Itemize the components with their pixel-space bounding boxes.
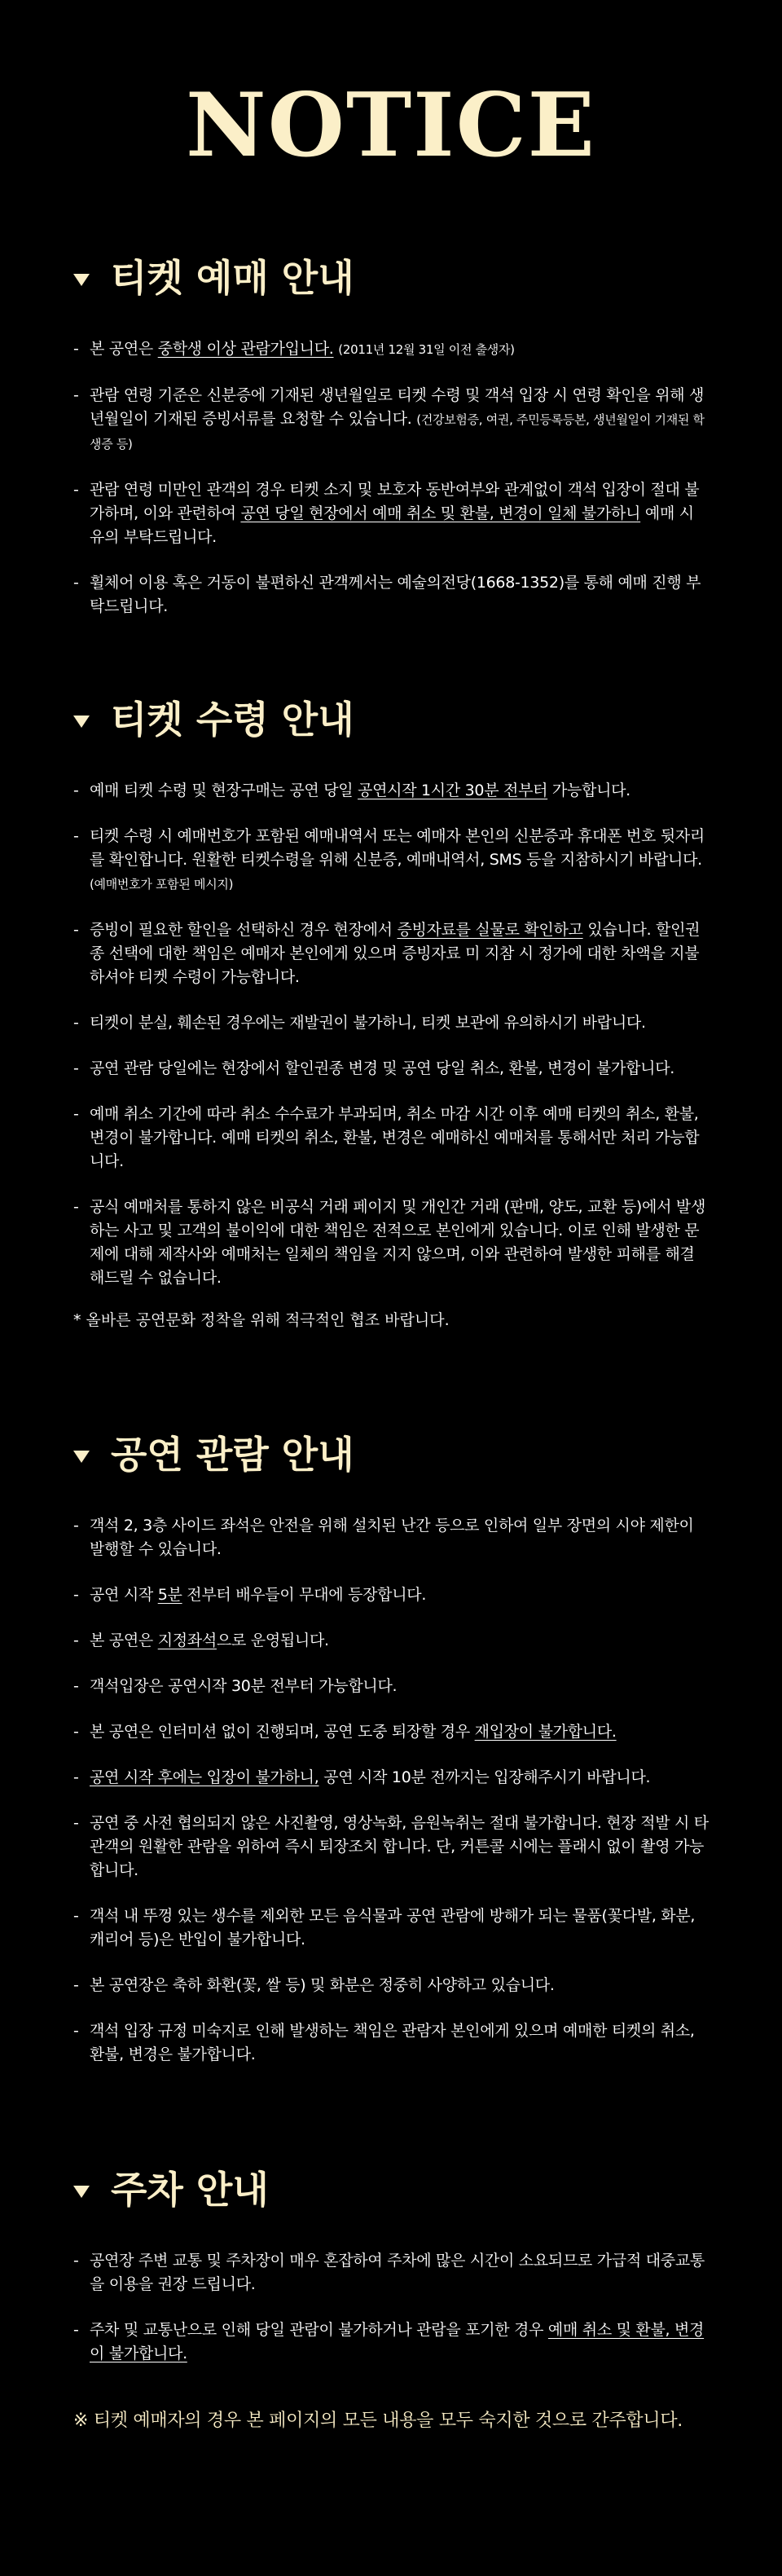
notice-item [73, 1103, 709, 1174]
item-text: 본 공연은 [90, 340, 158, 358]
emphasis-text: 5분 [157, 1586, 182, 1604]
bullet-dash: - [73, 1907, 79, 1925]
item-text: 공연 중 사전 협의되지 않은 사진촬영, 영상녹화, 음원녹취는 절대 불가합니다. 현장 적발 시 타 관객의 원활한 관람을 위하여 즉시 퇴장조치 합니다. 단, 커튼콜 시에는 플래시 없이 촬영 가능합니다. [90, 1814, 709, 1879]
emphasis-text: 공연 시작 후에는 입장이 불가하니, [90, 1768, 319, 1786]
emphasis-text: 공연시작 1시간 30분 전부터 [358, 782, 548, 799]
item-text: 티켓이 분실, 훼손된 경우에는 재발권이 불가하니, 티켓 보관에 유의하시기 바랍니다. [90, 1014, 646, 1032]
bullet-dash: - [73, 1517, 79, 1535]
notice-item [73, 1583, 709, 1607]
bullet-dash: - [73, 1586, 79, 1604]
notice-item [73, 1904, 709, 1952]
notice-item [73, 1514, 709, 1561]
bullet-dash: - [73, 1105, 79, 1123]
triangle-down-icon [73, 274, 90, 286]
notice-item [73, 825, 709, 896]
bullet-dash: - [73, 1814, 79, 1832]
notice-item [73, 779, 709, 803]
notice-item [73, 384, 709, 456]
bullet-dash: - [73, 1723, 79, 1741]
cooperation-note: * 올바른 공연문화 정착을 위해 적극적인 협조 바랍니다. [73, 1311, 450, 1329]
section-parking [73, 2168, 709, 2388]
section-heading-text: 티켓 수령 안내 [111, 698, 354, 742]
item-text: 본 공연장은 축하 화환(꽃, 쌀 등) 및 화분은 정중히 사양하고 있습니다. [90, 1976, 555, 1994]
item-text: 티켓 수령 시 예매번호가 포함된 예매내역서 또는 예매자 본인의 신분증과 휴대폰 번호 뒷자리를 확인합니다. 원활한 티켓수령을 위해 신분증, 예매내역서, SMS [90, 827, 705, 869]
item-text: 가능합니다. [547, 782, 630, 799]
bullet-dash: - [73, 1976, 79, 1994]
emphasis-text: 재입장이 불가합니다. [474, 1723, 617, 1741]
section-heading-text: 주차 안내 [111, 2168, 269, 2212]
notice-item [73, 2019, 709, 2067]
item-text: 주차 및 교통난으로 인해 당일 관람이 불가하거나 관람을 포기한 경우 [90, 2321, 548, 2339]
item-text: 공연장 주변 교통 및 주차장이 매우 혼잡하여 주차에 많은 시간이 소요되므로 가급적 대중교통을 이용을 권장 드립니다. [90, 2252, 705, 2293]
small-note-text: (2011년 12월 31일 이전 출생자) [338, 342, 515, 357]
notice-item [73, 1974, 709, 1997]
item-text: 으로 운영됩니다. [216, 1631, 329, 1649]
small-note-text: (건강보험증, 여권, 주민등록등본, 생년월일이 기재된 학생증 등) [90, 412, 705, 451]
item-text: 공연 시작 [90, 1586, 158, 1604]
emphasis-text: 지정좌석 [157, 1631, 217, 1649]
emphasis-text: 증빙자료를 실물로 확인하고 [397, 921, 583, 939]
item-text: 공연 관람 당일에는 현장에서 할인권종 변경 및 공연 당일 취소, 환불, 변경이 불가합니다. [90, 1059, 674, 1077]
item-text: 예매 티켓 수령 및 현장구매는 공연 당일 [90, 782, 358, 799]
footer-notice: ※ 티켓 예매자의 경우 본 페이지의 모든 내용을 모두 숙지한 것으로 간주합니다. [73, 2411, 683, 2431]
section-heading-text: 티켓 예매 안내 [111, 256, 354, 300]
item-text: 본 공연은 [90, 1631, 158, 1649]
notice-item [73, 478, 709, 549]
item-text: 등을 지참하시기 바랍니다. [521, 851, 702, 869]
notice-item [73, 2318, 709, 2366]
bullet-dash: - [73, 2252, 79, 2270]
page-title: NOTICE [186, 74, 596, 177]
bullet-dash: - [73, 481, 79, 499]
notice-list [73, 1514, 709, 2067]
item-text: 증빙이 필요한 할인을 선택하신 경우 현장에서 [90, 921, 398, 939]
notice-item [73, 1812, 709, 1882]
section-heading-text: 공연 관람 안내 [111, 1433, 354, 1477]
item-text: 본 공연은 인터미션 없이 진행되며, 공연 도중 퇴장할 경우 [90, 1723, 475, 1741]
section-heading [73, 1433, 709, 1477]
emphasis-text: 예매 취소 및 환불, 변경이 불가합니다. [90, 2321, 705, 2362]
item-text: 객석 내 뚜껑 있는 생수를 제외한 모든 음식물과 공연 관람에 방해가 되는 물품(꽃다발, 화분, 캐리어 등)은 반입이 불가합니다. [90, 1907, 696, 1949]
triangle-down-icon [73, 716, 90, 728]
notice-item [73, 1629, 709, 1653]
notice-item [73, 1720, 709, 1744]
notice-list [73, 337, 709, 619]
notice-list [73, 779, 709, 1290]
triangle-down-icon [73, 1451, 90, 1463]
item-text: 관람 연령 미만인 관객의 경우 티켓 소지 및 보호자 동반여부와 관계없이 객석 입장이 절대 불가하며, 이와 관련하여 [90, 481, 700, 522]
bullet-dash: - [73, 1014, 79, 1032]
bullet-dash: - [73, 574, 79, 592]
small-note-text: (예매번호가 포함된 메시지) [90, 877, 234, 892]
triangle-down-icon [73, 2186, 90, 2198]
bullet-dash: - [73, 1768, 79, 1786]
section-viewing [73, 1433, 709, 2089]
item-text: 공연 시작 10분 전까지는 입장해주시기 바랍니다. [319, 1768, 651, 1786]
bullet-dash: - [73, 827, 79, 845]
section-ticket-booking [73, 256, 709, 641]
notice-item [73, 571, 709, 619]
bullet-dash: - [73, 921, 79, 939]
item-text: 예매 시 유의 부탁드립니다. [90, 504, 694, 546]
notice-item [73, 1011, 709, 1035]
notice-list [73, 2249, 709, 2366]
item-text: 있습니다. 할인권종 선택에 대한 책임은 예매자 본인에게 있으며 증빙자료 미 지참 시 정가에 대한 차액을 지불하셔야 티켓 수령이 가능합니다. [90, 921, 701, 986]
item-text: 공식 예매처를 통하지 않은 비공식 거래 페이지 및 개인간 거래 (판매, 양도, 교환 등)에서 발생하는 사고 및 고객의 불이익에 대한 책임은 전적으로 본인에게 있습니다. 이로 인해 발생한 문제에 대해 제작사와 예매처는 일체의 책임을 지지 않으며, 이와 관련하여 발생한 피해를 해결해드릴 수 없습니다. [90, 1198, 706, 1287]
notice-item [73, 1057, 709, 1081]
item-text: 예매 취소 기간에 따라 취소 수수료가 부과되며, 취소 마감 시간 이후 예매 티켓의 취소, 환불, 변경이 불가합니다. 예매 티켓의 취소, 환불, 변경은 예매하신 예매처를 통해서만 처리 가능합니다. [90, 1105, 700, 1170]
emphasis-text: 중학생 이상 관람가입니다. [157, 340, 334, 358]
notice-item [73, 1675, 709, 1698]
bullet-dash: - [73, 1059, 79, 1077]
emphasis-text: 공연 당일 현장에서 예매 취소 및 환불, 변경이 일체 불가하니 [240, 504, 641, 522]
section-ticket-pickup [73, 698, 709, 1332]
item-text: 객석 2, 3층 사이드 좌석은 안전을 위해 설치된 난간 등으로 인하여 일부 장면의 시야 제한이 발행할 수 있습니다. [90, 1517, 694, 1558]
item-text: 휠체어 이용 혹은 거동이 불편하신 관객께서는 예술의전당(1668-1352)를 통해 예매 진행 부탁드립니다. [90, 574, 701, 615]
notice-item [73, 918, 709, 989]
notice-item [73, 1766, 709, 1790]
bullet-dash: - [73, 782, 79, 799]
section-heading [73, 256, 709, 300]
item-text: 전부터 배우들이 무대에 등장합니다. [182, 1586, 427, 1604]
bullet-dash: - [73, 1631, 79, 1649]
bullet-dash: - [73, 1677, 79, 1695]
section-heading [73, 2168, 709, 2212]
notice-item [73, 1196, 709, 1290]
bullet-dash: - [73, 340, 79, 358]
item-text: 관람 연령 기준은 신분증에 기재된 생년월일로 티켓 수령 및 객석 입장 시 연령 확인을 위해 생년월일이 기재된 증빙서류를 요청할 수 있습니다. [90, 386, 705, 428]
bullet-dash: - [73, 1198, 79, 1216]
item-text: 객석 입장 규정 미숙지로 인해 발생하는 책임은 관람자 본인에게 있으며 예매한 티켓의 취소, 환불, 변경은 불가합니다. [90, 2022, 695, 2063]
bullet-dash: - [73, 2022, 79, 2040]
bullet-dash: - [73, 2321, 79, 2339]
item-text: 객석입장은 공연시작 30분 전부터 가능합니다. [90, 1677, 398, 1695]
bullet-dash: - [73, 386, 79, 404]
notice-item [73, 2249, 709, 2296]
notice-item [73, 337, 709, 362]
section-heading [73, 698, 709, 742]
